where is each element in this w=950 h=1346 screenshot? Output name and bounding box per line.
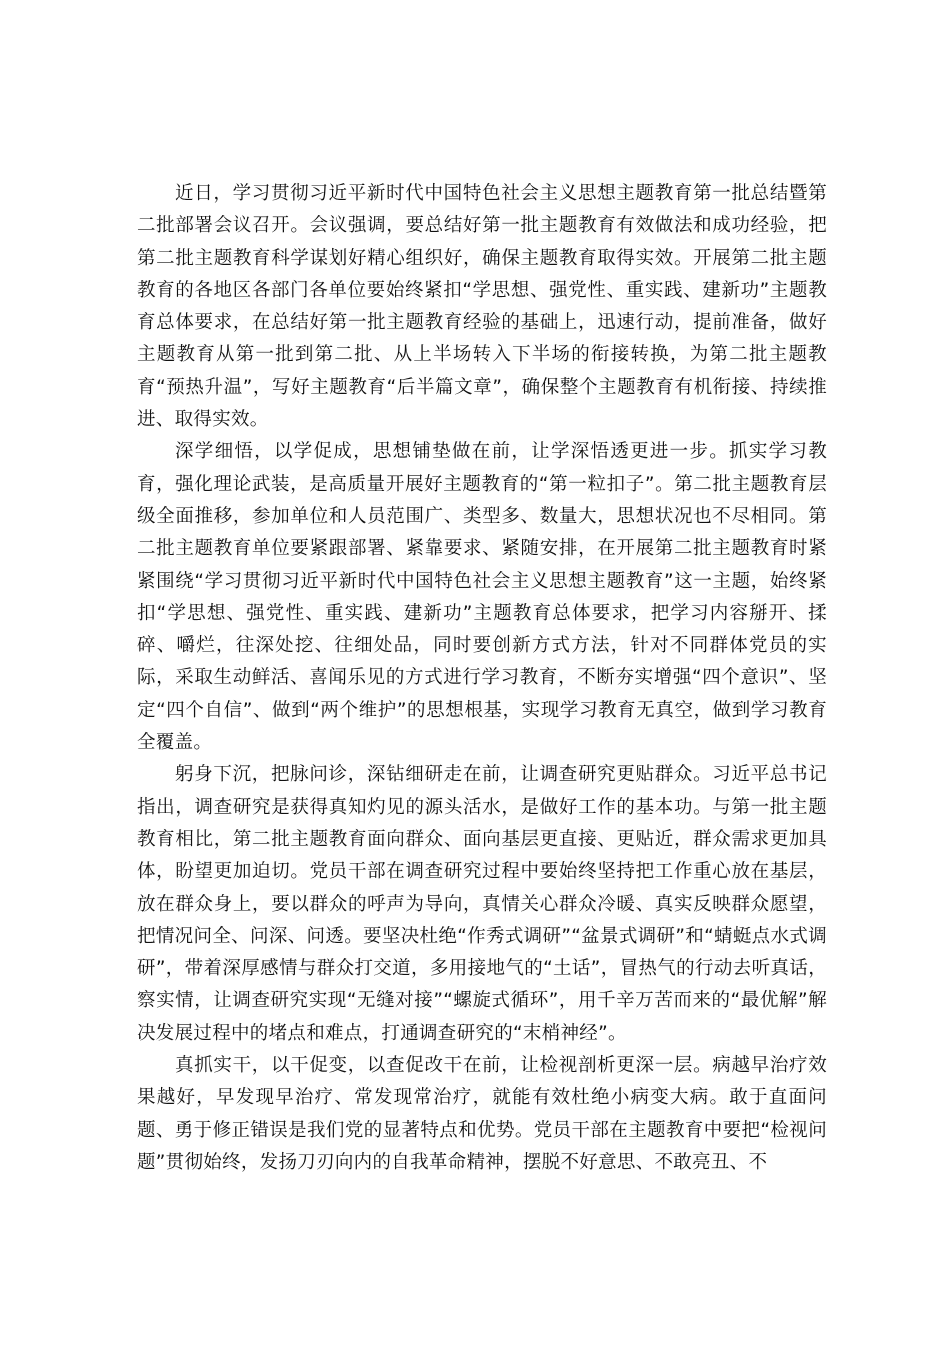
paragraph-research: 躬身下沉，把脉问诊，深钻细研走在前，让调查研究更贴群众。习近平总书记指出，调查研究是获得真知灼见的源头活水，是做好工作的基本功。与第一批主题教育相比，第二批主题教育面向群众、面向基层更直接、更贴近，群众需求更加具体，盼望更加迫切。党员干部在调查研究过程中要始终坚持把工作重心放在基层，放在群众身上，要以群众的呼声为导向，真情关心群众冷暖、真实反映群众愿望，把情况问全、问深、问透。要坚决杜绝“作秀式调研”“盆景式调研”和“蜻蜓点水式调研”，带着深厚感情与群众打交道，多用接地气的“土话”，冒热气的行动去听真话，察实情，让调查研究实现“无缝对接”“螺旋式循环”，用千辛万苦而来的“最优解”解决发展过程中的堵点和难点，打通调查研究的“末梢神经”。 <box>137 764 827 1044</box>
paragraph-intro: 近日，学习贯彻习近平新时代中国特色社会主义思想主题教育第一批总结暨第二批部署会议召开。会议强调，要总结好第一批主题教育有效做法和成功经验，把第二批主题教育科学谋划好精心组织好，确保主题教育取得实效。开展第二批主题教育的各地区各部门各单位要始终紧扣“学思想、强党性、重实践、建新功”主题教育总体要求，在总结好第一批主题教育经验的基础上，迅速行动，提前准备，做好主题教育从第一批到第二批、从上半场转入下半场的衔接转换，为第二批主题教育“预热升温”，写好主题教育“后半篇文章”，确保整个主题教育有机衔接、持续推进、取得实效。 <box>137 183 827 431</box>
paragraph-inspection: 真抓实干，以干促变，以查促改干在前，让检视剖析更深一层。病越早治疗效果越好，早发现早治疗、常发现常治疗，就能有效杜绝小病变大病。敢于直面问题、勇于修正错误是我们党的显著特点和优势。党员干部在主题教育中要把“检视问题”贯彻始终，发扬刀刃向内的自我革命精神，摆脱不好意思、不敢亮丑、不 <box>137 1055 827 1173</box>
paragraph-study: 深学细悟，以学促成，思想铺垫做在前，让学深悟透更进一步。抓实学习教育，强化理论武装，是高质量开展好主题教育的“第一粒扣子”。第二批主题教育层级全面推移，参加单位和人员范围广、类型多、数量大，思想状况也不尽相同。第二批主题教育单位要紧跟部署、紧靠要求、紧随安排，在开展第二批主题教育时紧紧围绕“学习贯彻习近平新时代中国特色社会主义思想主题教育”这一主题，始终紧扣“学思想、强党性、重实践、建新功”主题教育总体要求，把学习内容掰开、揉碎、嚼烂，往深处挖、往细处品，同时要创新方式方法，针对不同群体党员的实际，采取生动鲜活、喜闻乐见的方式进行学习教育，不断夯实增强“四个意识”、坚定“四个自信”、做到“两个维护”的思想根基，实现学习教育无真空，做到学习教育全覆盖。 <box>137 441 827 754</box>
document-body <box>137 178 827 1179</box>
